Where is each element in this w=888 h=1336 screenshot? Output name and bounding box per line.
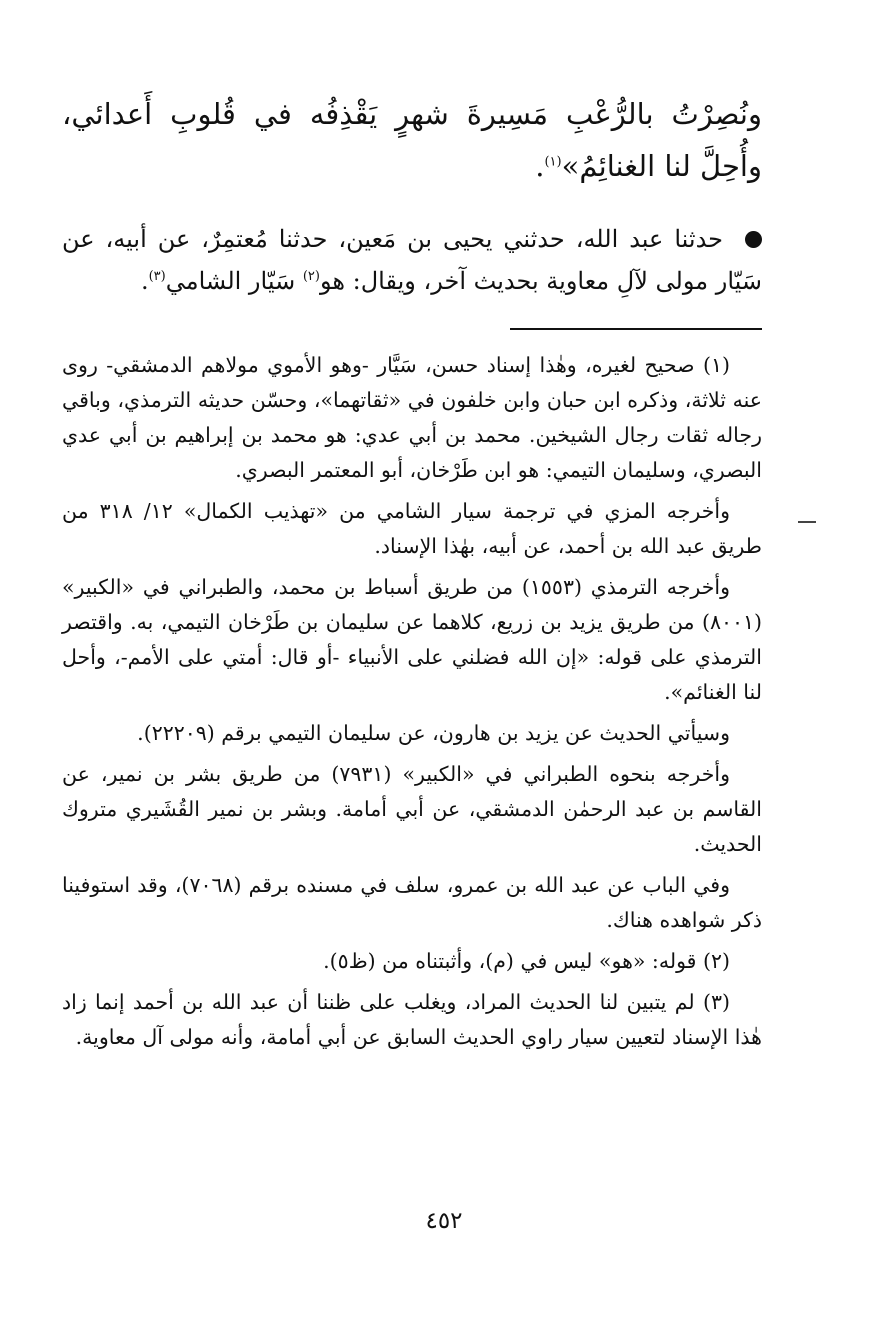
hadith-end: .	[140, 267, 149, 295]
footnotes	[62, 348, 762, 1055]
hadith-part-2: سَيّار الشامي	[165, 267, 303, 295]
page-number: ٤٥٢	[425, 1208, 463, 1234]
footnote-2: (٢) قوله: «هو» ليس في (م)، وأثبتناه من (ظ٥).	[323, 949, 730, 973]
footnote-1: (١) صحيح لغيره، وهٰذا إسناد حسن، سَيَّار -وهو الأموي مولاهم الدمشقي- روى عنه ثلاثة، وذكره ابن حبان وابن خلفون في «ثقاتهما»، وحسّن حديثه الترمذي، وباقي رجاله ثقات رجال الشيخين. محمد بن أبي عدي: هو محمد بن إبراهيم بن أبي عدي البصري، وسليمان التيمي: هو ابن طَرْخان، أبو المعتمر البصري.	[62, 353, 762, 482]
footnote-1-paragraph: وأخرجه المزي في ترجمة سيار الشامي من «تهذيب الكمال» ١٢/ ٣١٨ من طريق عبد الله بن أحمد، عن أبيه، بهٰذا الإسناد.	[62, 499, 762, 558]
footnote-1-paragraph: وأخرجه الترمذي (١٥٥٣) من طريق أسباط بن محمد، والطبراني في «الكبير» (٨٠٠١) من طريق يزيد بن زريع، كلاهما عن سليمان بن طَرْخان التيمي، به. واقتصر الترمذي على قوله: «إن الله فضلني على الأنبياء -أو قال: أمتي على الأمم-، وأحل لنا الغنائم».	[62, 575, 762, 704]
main-text-end: .	[535, 149, 545, 183]
hadith-part-1: حدثنا عبد الله، حدثني يحيى بن مَعين، حدثنا مُعتمِرٌ، عن أبيه، عن سَيّار مولى لآلِ معاوية بحديث آخر، ويقال: هو	[62, 225, 762, 295]
page-body	[62, 88, 762, 1288]
footnote-1-paragraph: وأخرجه بنحوه الطبراني في «الكبير» (٧٩٣١) من طريق بشر بن نمير، عن القاسم بن عبد الرحمٰن الدمشقي، عن أبي أمامة. وبشر بن نمير القُشَيري متروك الحديث.	[62, 762, 762, 856]
footnote-1-paragraph: وسيأتي الحديث عن يزيد بن هارون، عن سليمان التيمي برقم (٢٢٢٠٩).	[137, 721, 730, 745]
bullet-icon	[745, 231, 762, 248]
main-text-body: ونُصِرْتُ بالرُّعْبِ مَسِيرةَ شهرٍ يَقْذِفُه في قُلوبِ أَعدائي، وأُحِلَّ لنا الغنائِمُ»	[62, 97, 762, 183]
hadith-isnad	[62, 218, 762, 302]
footnote-ref-2[interactable]: (٢)	[302, 269, 320, 284]
margin-mark	[798, 521, 816, 523]
footnote-3: (٣) لم يتبين لنا الحديث المراد، ويغلب على ظننا أن عبد الله بن أحمد إنما زاد هٰذا الإسناد لتعيين سيار راوي الحديث السابق عن أبي أمامة، وأنه مولى آل معاوية.	[62, 990, 762, 1049]
footnote-ref-1[interactable]: (١)	[544, 154, 562, 170]
footnote-1-paragraph: وفي الباب عن عبد الله بن عمرو، سلف في مسنده برقم (٧٠٦٨)، وقد استوفينا ذكر شواهده هناك.	[62, 873, 762, 932]
footnote-separator	[510, 328, 762, 330]
main-hadith-text	[62, 88, 762, 192]
footnote-ref-3[interactable]: (٣)	[148, 269, 166, 284]
